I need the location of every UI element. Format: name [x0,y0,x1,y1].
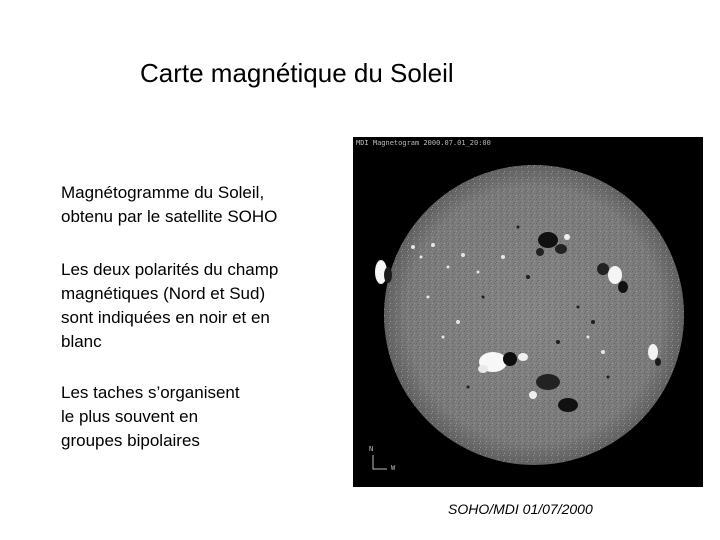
image-caption: SOHO/MDI 01/07/2000 [448,501,593,517]
compass-indicator [373,455,387,469]
sun-disk-graphic [353,137,703,487]
active-region-west [375,260,392,284]
compass-w-label: W [391,464,396,472]
slide-title: Carte magnétique du Soleil [140,58,454,88]
paragraph-polarities: Les deux polarités du champ magnétiques (Nord et Sud) sont indiquées en noir et en blanc [61,260,279,351]
paragraph-sunspots: Les taches s’organisent le plus souvent en groupes bipolaires [61,383,240,450]
compass-n-label: N [369,445,374,453]
magnetogram-image [353,137,703,487]
magnetogram-header: MDI Magnetogram 2000.07.01_20:00 [356,139,491,147]
paragraph-magnetogram: Magnétogramme du Soleil, obtenu par le satellite SOHO [61,183,278,226]
